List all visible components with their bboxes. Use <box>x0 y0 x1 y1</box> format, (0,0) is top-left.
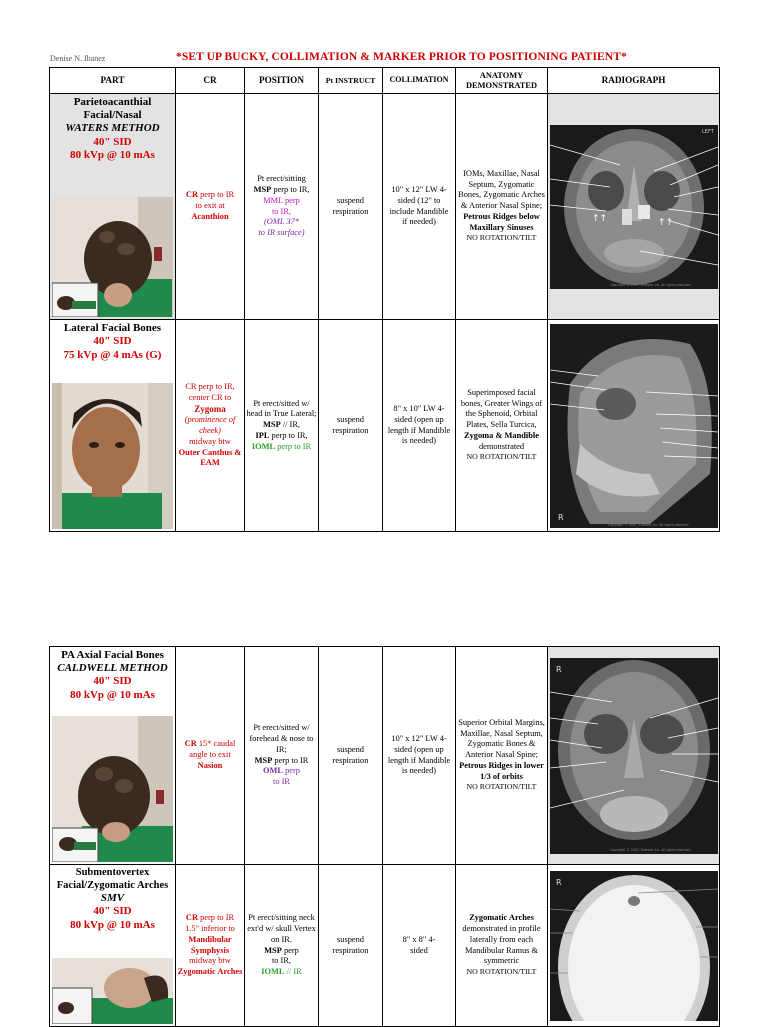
cr-cell <box>176 647 245 865</box>
part-title: Parietoacanthial Facial/Nasal <box>73 96 152 122</box>
position-text: perp <box>281 945 299 955</box>
radiograph-cell <box>548 647 720 865</box>
instruct-cell <box>319 94 383 320</box>
radiograph-cell <box>548 94 720 320</box>
anatomy-cell <box>456 94 548 320</box>
cr-label: CR <box>184 739 197 749</box>
instruct-text: suspend respiration <box>332 195 369 216</box>
position-text: to IR surface) <box>258 228 305 237</box>
part-sid: 40" SID <box>93 905 132 918</box>
instruct-text: suspend respiration <box>332 934 369 955</box>
position-cell <box>245 647 319 865</box>
header-cr: CR <box>176 68 245 94</box>
part-cell <box>50 647 176 865</box>
cr-text: perp to IR <box>198 190 235 200</box>
position-plane: MSP <box>253 185 272 194</box>
cr-label: CR <box>185 913 199 923</box>
radiograph-marker: R <box>555 664 562 674</box>
anatomy-note: NO ROTATION/TILT <box>466 233 537 243</box>
positioning-table-top <box>49 67 720 532</box>
collimation-cell <box>383 647 456 865</box>
positioning-table-bottom <box>49 646 720 1027</box>
table-row <box>50 320 720 532</box>
svg-text:↑↑: ↑↑ <box>657 217 673 228</box>
cr-text: perp to IR <box>198 913 235 923</box>
collimation-text: 10" x 12" LW 4-sided (open up length if Mandible is needed) <box>387 734 451 776</box>
part-sid: 40" SID <box>93 335 132 348</box>
anatomy-highlight: Petrous Ridges below Maxillary Sinuses <box>463 211 540 232</box>
instruct-text: suspend respiration <box>332 744 369 765</box>
part-method: WATERS METHOD <box>65 122 160 135</box>
part-sid: 40" SID <box>93 135 132 148</box>
cr-landmark: Acanthion <box>191 211 229 221</box>
patient-positioning-photo <box>52 716 173 862</box>
position-text: perp to IR, <box>271 185 310 194</box>
header-position: POSITION <box>245 68 319 94</box>
anatomy-text: demonstrated <box>478 441 525 451</box>
position-text: perp to IR <box>272 755 309 765</box>
setup-banner: *SET UP BUCKY, COLLIMATION & MARKER PRIOR TO POSITIONING PATIENT* <box>176 51 627 63</box>
collimation-text: 10" x 12" LW 4-sided (12" to include Mandible if needed) <box>389 185 449 227</box>
cr-text: (prominence of cheek) <box>184 415 236 435</box>
cr-landmark: Zygomatic Arches <box>177 967 243 976</box>
radiograph-image <box>550 125 718 289</box>
position-plane: MSP <box>264 945 282 955</box>
position-line: MML perp <box>263 195 300 205</box>
radiograph-marker: LEFT <box>701 128 714 135</box>
cr-cell <box>176 320 245 532</box>
position-text: // IR, <box>280 420 300 430</box>
position-text: // IR <box>284 967 302 976</box>
part-title: PA Axial Facial Bones <box>61 649 164 661</box>
part-technique: 80 kVp @ 10 mAs <box>70 149 155 162</box>
position-text: to IR <box>273 777 290 786</box>
position-text: perp to IR, <box>269 430 308 440</box>
radiograph-cell <box>548 865 720 1027</box>
part-title: Lateral Facial Bones <box>63 322 162 334</box>
cr-label: CR <box>185 190 199 200</box>
position-line: OML <box>263 766 284 776</box>
cr-text: 1.5" inferior to <box>185 924 235 933</box>
part-title: Submentovertex Facial/Zygomatic Arches <box>56 867 169 891</box>
part-technique: 80 kVp @ 10 mAs <box>70 689 155 702</box>
cr-cell <box>176 94 245 320</box>
instruct-cell <box>319 320 383 532</box>
patient-positioning-photo <box>52 197 173 317</box>
part-technique: 80 kVp @ 10 mAs <box>70 919 155 932</box>
position-cell <box>245 320 319 532</box>
part-cell <box>50 94 176 320</box>
header-instruct: Pt INSTRUCT <box>319 68 383 94</box>
position-line: (OML 37* <box>264 217 299 227</box>
radiograph-caption: Copyright © 2007, Elsevier Inc. All rights reserved. <box>607 522 689 527</box>
position-line: IOML <box>261 967 285 976</box>
cr-text: midway btw <box>189 436 231 446</box>
header-collimation: COLLIMATION <box>383 68 456 94</box>
instruct-cell <box>319 647 383 865</box>
cr-cell <box>176 865 245 1027</box>
anatomy-note: NO ROTATION/TILT <box>466 452 537 462</box>
cr-landmark: Mandibular Symphysis <box>188 934 232 955</box>
anatomy-note: NO ROTATION/TILT <box>466 967 537 976</box>
header-radiograph: RADIOGRAPH <box>548 68 720 94</box>
position-cell <box>245 94 319 320</box>
cr-landmark: Nasion <box>197 760 223 770</box>
anatomy-text: demonstrated in profile laterally from each Mandibular Ramus & symmetric <box>462 924 541 966</box>
position-line: IPL <box>255 430 270 440</box>
author-name: Denise N. Ibanez <box>50 54 106 63</box>
radiograph-image <box>550 658 718 854</box>
position-cell <box>245 865 319 1027</box>
table-row <box>50 865 720 1027</box>
collimation-cell <box>383 94 456 320</box>
instruct-text: suspend respiration <box>332 414 369 435</box>
anatomy-cell <box>456 320 548 532</box>
radiograph-caption: Copyright © 2007, Elsevier Inc. All rights reserved. <box>609 847 691 852</box>
position-text: Pt erect/sitting <box>257 174 306 184</box>
cr-text: CR perp to IR, <box>185 382 235 391</box>
position-line: IOML <box>251 441 276 451</box>
cr-text: center CR to <box>188 392 232 402</box>
cr-text: to exit at <box>195 201 225 211</box>
position-text: Pt erect/sitted w/ head in True Lateral; <box>246 398 317 419</box>
anatomy-text: IOMs, Maxillae, Nasal Septum, Zygomatic Bones, Zygomatic Arches & Anterior Nasal Spine; <box>458 168 545 211</box>
table-row <box>50 94 720 320</box>
part-cell <box>50 865 176 1027</box>
radiograph-marker: R <box>555 878 562 887</box>
collimation-text: 8" x 10" LW 4-sided (open up length if Mandible is needed) <box>387 404 451 446</box>
anatomy-highlight: Petrous Ridges in lower 1/3 of orbits <box>459 760 544 781</box>
collimation-text: 8" x 8" 4-sided <box>402 934 436 955</box>
instruct-cell <box>319 865 383 1027</box>
anatomy-text: Superior Orbital Margins, Maxillae, Nasal Septum, Zygomatic Bones & Anterior Nasal Spine; <box>458 717 545 760</box>
anatomy-text: Superimposed facial bones, Greater Wings of the Sphenoid, Orbital Plates, Sella Turcica, <box>460 387 543 430</box>
cr-landmark: Outer Canthus & EAM <box>178 447 242 468</box>
patient-positioning-photo <box>52 958 173 1024</box>
cr-landmark: Zygoma <box>194 403 226 414</box>
table-row <box>50 647 720 865</box>
radiograph-caption: Copyright © 2007, Elsevier Inc. All rights reserved. <box>609 282 691 287</box>
collimation-cell <box>383 320 456 532</box>
position-plane: MSP <box>263 420 281 430</box>
part-cell <box>50 320 176 532</box>
radiograph-cell <box>548 320 720 532</box>
radiograph-marker: R <box>557 512 564 522</box>
position-text: Pt erect/sitting neck ext'd w/ skull Vertex on IR. <box>247 913 316 944</box>
part-method: SMV <box>100 892 125 905</box>
part-sid: 40" SID <box>93 675 132 688</box>
patient-positioning-photo <box>52 383 173 529</box>
position-text: to IR, <box>271 956 292 966</box>
part-method: CALDWELL METHOD <box>57 662 168 675</box>
position-plane: MSP <box>254 755 273 765</box>
anatomy-cell <box>456 865 548 1027</box>
anatomy-highlight: Zygoma & Mandible <box>464 430 539 440</box>
part-technique: 75 kVp @ 4 mAs (G) <box>63 348 162 361</box>
svg-text:↑↑: ↑↑ <box>591 213 607 224</box>
anatomy-cell <box>456 647 548 865</box>
position-text: perp to IR <box>275 441 312 451</box>
anatomy-note: NO ROTATION/TILT <box>466 782 537 792</box>
cr-text: midway btw <box>189 956 231 966</box>
header-anatomy: ANATOMY DEMONSTRATED <box>456 68 548 94</box>
anatomy-highlight: Zygomatic Arches <box>469 913 534 923</box>
header-part: PART <box>50 68 176 94</box>
position-text: Pt erect/sitted w/ forehead & nose to IR; <box>249 723 314 754</box>
position-text: perp <box>283 766 300 776</box>
radiograph-image <box>550 871 718 1021</box>
position-text: to IR, <box>271 206 292 216</box>
cr-text: 15* caudal angle to exit <box>189 739 236 760</box>
collimation-cell <box>383 865 456 1027</box>
radiograph-image <box>550 324 718 528</box>
